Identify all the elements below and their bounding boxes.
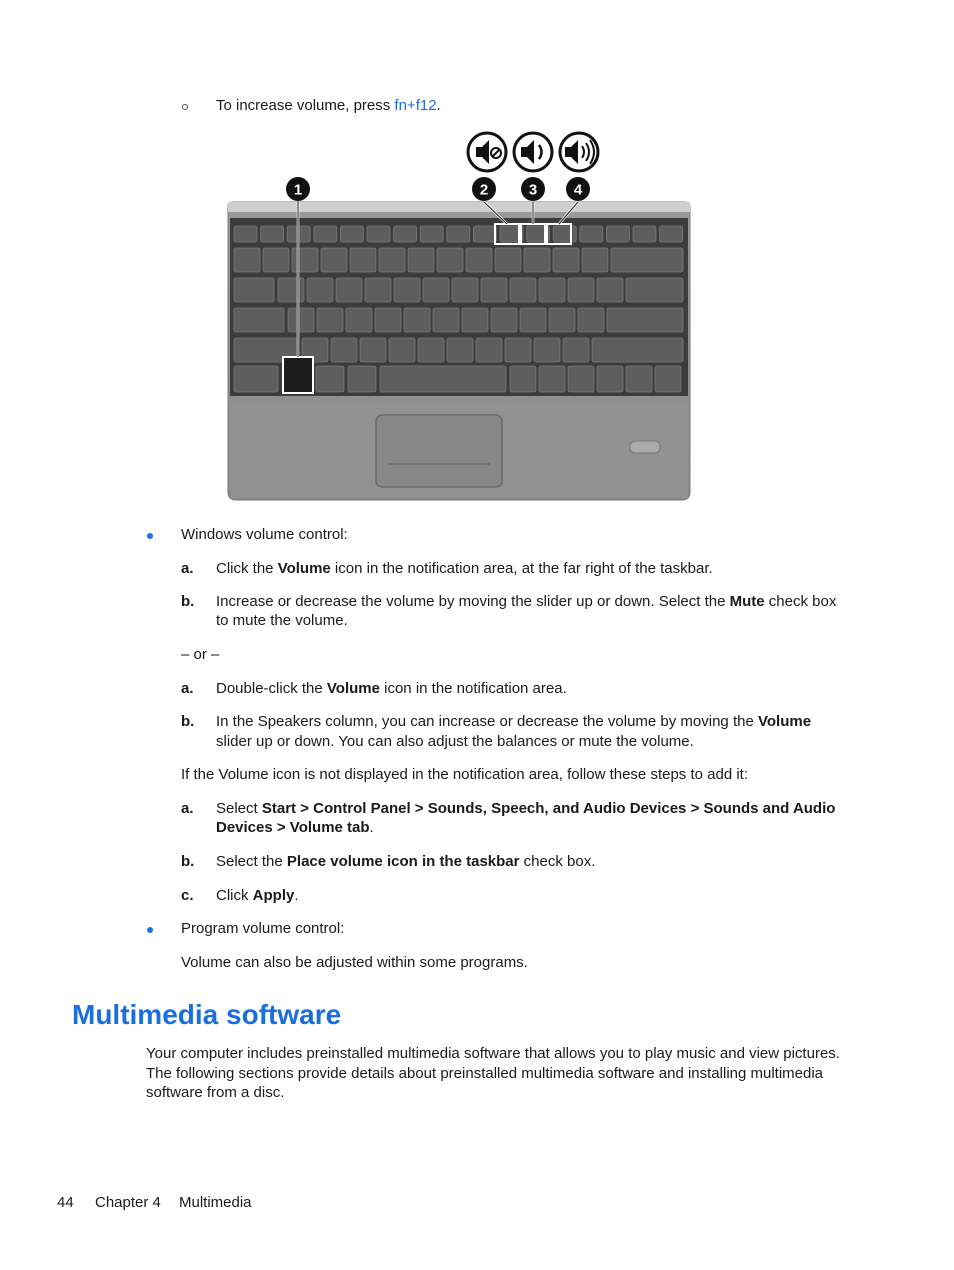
keyboard-key: [336, 278, 362, 302]
step-letter: b.: [181, 853, 195, 870]
keyboard-key: [365, 278, 391, 302]
function-key: [473, 226, 496, 242]
keyboard-key: [626, 366, 652, 392]
keyboard-key: [317, 308, 343, 332]
footer-chapter: Chapter 4: [95, 1194, 161, 1211]
windows-volume-label: Windows volume control:: [181, 526, 348, 543]
touchpad: [376, 415, 502, 487]
function-key: [553, 226, 576, 242]
function-key: [340, 226, 363, 242]
function-key: [633, 226, 656, 242]
keyboard-key: [321, 248, 347, 272]
keyboard-key: [375, 308, 401, 332]
if-not-displayed-text: If the Volume icon is not displayed in the notification area, follow these steps to add it:: [181, 766, 749, 783]
keyboard-key: [447, 338, 473, 362]
callout-4: [566, 177, 590, 201]
step-letter: a.: [181, 680, 194, 697]
alt-key: [348, 366, 376, 392]
caps-lock-key: [234, 308, 284, 332]
step-letter: a.: [181, 800, 194, 817]
spacebar: [380, 366, 506, 392]
keyboard-key: [408, 248, 434, 272]
keyboard-key: [597, 366, 623, 392]
step-text: Click the Volume icon in the notification area, at the far right of the taskbar.: [216, 560, 713, 577]
keyboard-key: [655, 366, 681, 392]
keyboard-key: [539, 366, 565, 392]
fn-key-highlight: [283, 357, 313, 393]
windows-key: [316, 366, 344, 392]
bullet-icon: [147, 533, 153, 539]
section-paragraph-line: The following sections provide details about preinstalled multimedia software and installing multimedia: [146, 1065, 824, 1082]
keyboard-key: [568, 366, 594, 392]
section-paragraph-line: Your computer includes preinstalled multimedia software that allows you to play music and view pictures.: [146, 1045, 840, 1062]
step-letter: a.: [181, 560, 194, 577]
keyboard-key: [466, 248, 492, 272]
keyboard-key: [549, 308, 575, 332]
svg-text:2: 2: [479, 181, 489, 199]
function-key: [314, 226, 337, 242]
function-key: [580, 226, 603, 242]
keyboard-key: [278, 278, 304, 302]
step-letter: c.: [181, 887, 194, 904]
callout-1: [286, 177, 310, 201]
keyboard-key: [379, 248, 405, 272]
keyboard-key: [292, 248, 318, 272]
tab-key: [234, 278, 274, 302]
sub-bullet: [182, 104, 188, 110]
speaker-high-icon: [560, 133, 598, 171]
keyboard-key: [462, 308, 488, 332]
keyboard-key: [389, 338, 415, 362]
program-volume-label: Program volume control:: [181, 920, 345, 937]
keyboard-key: [331, 338, 357, 362]
keyboard-key: [491, 308, 517, 332]
function-key: [606, 226, 629, 242]
callout-3: [521, 177, 545, 201]
section-heading: Multimedia software: [72, 999, 342, 1030]
function-key: [447, 226, 470, 242]
function-key: [234, 226, 257, 242]
step-letter: b.: [181, 713, 195, 730]
keyboard-key: [234, 248, 260, 272]
keyboard-key: [597, 278, 623, 302]
keyboard-key: [481, 278, 507, 302]
function-key: [420, 226, 443, 242]
keyboard-key: [553, 248, 579, 272]
section-paragraph-line: software from a disc.: [146, 1084, 285, 1101]
keyboard-key: [510, 278, 536, 302]
svg-text:4: 4: [573, 181, 583, 199]
fn-f12-link[interactable]: fn+f12: [394, 97, 437, 114]
right-shift-key: [592, 338, 683, 362]
program-volume-text: Volume can also be adjusted within some programs.: [181, 954, 528, 971]
svg-text:1: 1: [293, 181, 303, 199]
enter-key: [607, 308, 683, 332]
keyboard-key: [582, 248, 608, 272]
keyboard-key: [437, 248, 463, 272]
keyboard-key: [433, 308, 459, 332]
bullet-icon: [147, 927, 153, 933]
footer-title: Multimedia: [179, 1194, 252, 1211]
keyboard-key: [476, 338, 502, 362]
step-text: Increase or decrease the volume by moving the slider up or down. Select the Mute check box: [216, 593, 837, 610]
step-text: Click Apply.: [216, 887, 299, 904]
function-key: [660, 226, 683, 242]
step-text: Select the Place volume icon in the taskbar check box.: [216, 853, 596, 870]
keyboard-key: [307, 278, 333, 302]
keyboard-key: [404, 308, 430, 332]
step-text: Double-click the Volume icon in the notification area.: [216, 680, 567, 697]
increase-volume-line: To increase volume, press fn+f12.: [216, 97, 441, 114]
step-text: In the Speakers column, you can increase or decrease the volume by moving the Volume: [216, 713, 812, 730]
svg-text:3: 3: [528, 181, 538, 199]
ctrl-key: [234, 366, 278, 392]
keyboard-key: [510, 366, 536, 392]
callout-2: [472, 177, 496, 201]
function-key: [261, 226, 284, 242]
keyboard-key: [423, 278, 449, 302]
keyboard-key: [452, 278, 478, 302]
step-text-continued: to mute the volume.: [216, 612, 348, 629]
keyboard-key: [534, 338, 560, 362]
function-key: [367, 226, 390, 242]
page-number: 44: [57, 1194, 74, 1211]
keyboard-key: [524, 248, 550, 272]
keyboard-key: [346, 308, 372, 332]
or-separator: – or –: [181, 646, 220, 663]
speaker-mute-icon: [468, 133, 506, 171]
keyboard-key: [418, 338, 444, 362]
keyboard-key: [563, 338, 589, 362]
step-letter: b.: [181, 593, 195, 610]
keyboard-figure: [226, 128, 692, 504]
speaker-low-icon: [514, 133, 552, 171]
keyboard-key: [263, 248, 289, 272]
keyboard-key: [520, 308, 546, 332]
keyboard-key: [394, 278, 420, 302]
keyboard-key: [578, 308, 604, 332]
keyboard-key: [350, 248, 376, 272]
keyboard-key: [360, 338, 386, 362]
keyboard-key: [568, 278, 594, 302]
backslash-key: [626, 278, 683, 302]
keyboard-key: [505, 338, 531, 362]
fingerprint-reader: [630, 441, 660, 453]
step-text: Select Start > Control Panel > Sounds, Speech, and Audio Devices > Sounds and Audio: [216, 800, 836, 817]
keyboard-key: [288, 308, 314, 332]
keyboard-key: [495, 248, 521, 272]
backspace-key: [611, 248, 683, 272]
function-key: [394, 226, 417, 242]
step-text-continued: Devices > Volume tab.: [216, 819, 374, 836]
keyboard-key: [539, 278, 565, 302]
step-text-continued: slider up or down. You can also adjust the balances or mute the volume.: [216, 733, 694, 750]
